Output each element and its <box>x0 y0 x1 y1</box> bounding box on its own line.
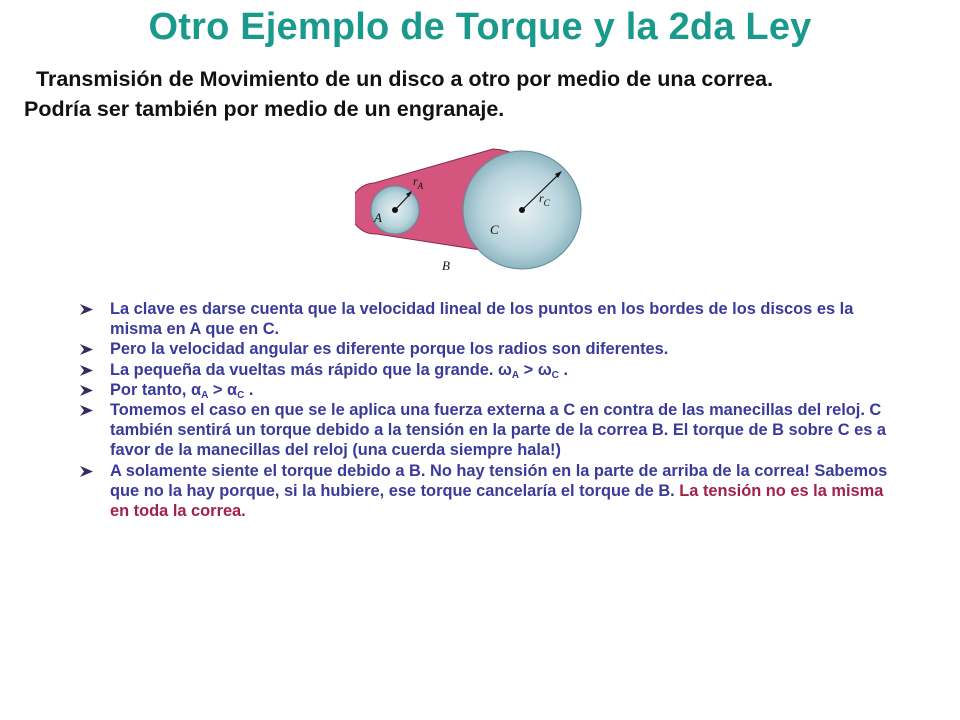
pulley-diagram-svg <box>355 143 605 278</box>
alpha-symbol: α <box>227 380 238 399</box>
arrowhead-bullet-icon <box>80 405 93 416</box>
bullet-item <box>80 339 900 359</box>
slide-title: Otro Ejemplo de Torque y la 2da Ley <box>148 6 812 48</box>
pulley-diagram <box>355 143 605 278</box>
omega-symbol: ω <box>498 360 512 379</box>
subscript-a: A <box>511 369 520 381</box>
arrowhead-bullet-icon <box>80 365 93 376</box>
label-c: C <box>490 222 499 237</box>
subtitle-line-2: Podría ser también por medio de un engranaje. <box>24 97 505 121</box>
sentence-end: . <box>244 380 254 399</box>
greater-than: > <box>519 360 538 379</box>
subscript-a: A <box>201 389 209 401</box>
subtitle-line-1: Transmisión de Movimiento de un disco a otro por medio de una correa. <box>36 67 774 91</box>
arrowhead-bullet-icon <box>80 304 93 315</box>
bullet-item <box>80 461 900 522</box>
arrowhead-bullet-icon <box>80 385 93 396</box>
arrowhead-bullet-icon <box>80 344 93 355</box>
highlighted-conclusion: La tensión no es la misma en toda la correa. <box>110 481 884 521</box>
bullet-item <box>80 360 900 380</box>
bullet-item <box>80 299 900 339</box>
bullet-text: Tomemos el caso en que se le aplica una fuerza externa a C en contra de las manecillas del reloj. C también sentirá un torque debido a la tensión en la parte de la correa B. El torque de B sobre C es a favor de la manecillas del reloj (una cuerda siempre hala!) <box>110 401 887 460</box>
label-b: B <box>442 258 450 273</box>
bullet-text: A solamente siente el torque debido a B. No hay tensión en la parte de arriba de la correa! Sabemos que no la hay porque, si la hubiere, ese torque cancelaría el torque de B. <box>110 461 888 500</box>
alpha-symbol: α <box>191 380 202 399</box>
bullet-text: Pero la velocidad angular es diferente porque los radios son diferentes. <box>110 340 669 359</box>
sentence-end: . <box>558 360 569 379</box>
greater-than: > <box>208 380 228 399</box>
bullet-text: Por tanto, <box>110 380 192 399</box>
label-a: A <box>374 210 382 225</box>
bullet-text: La pequeña da vueltas más rápido que la grande. <box>110 360 499 379</box>
subscript-c: C <box>551 369 559 381</box>
bullet-text: La clave es darse cuenta que la velocidad lineal de los puntos en los bordes de los discos es la misma en A que en C. <box>110 300 854 339</box>
bullet-item <box>80 380 900 400</box>
label-ra: $r_A$ <box>413 174 424 191</box>
slide-subtitle <box>24 64 954 124</box>
omega-symbol: ω <box>537 360 552 379</box>
label-rc: $r_C$ <box>539 191 550 208</box>
bullet-list <box>80 299 900 521</box>
subscript-c: C <box>237 389 245 401</box>
arrowhead-bullet-icon <box>80 466 93 477</box>
bullet-item <box>80 400 900 461</box>
